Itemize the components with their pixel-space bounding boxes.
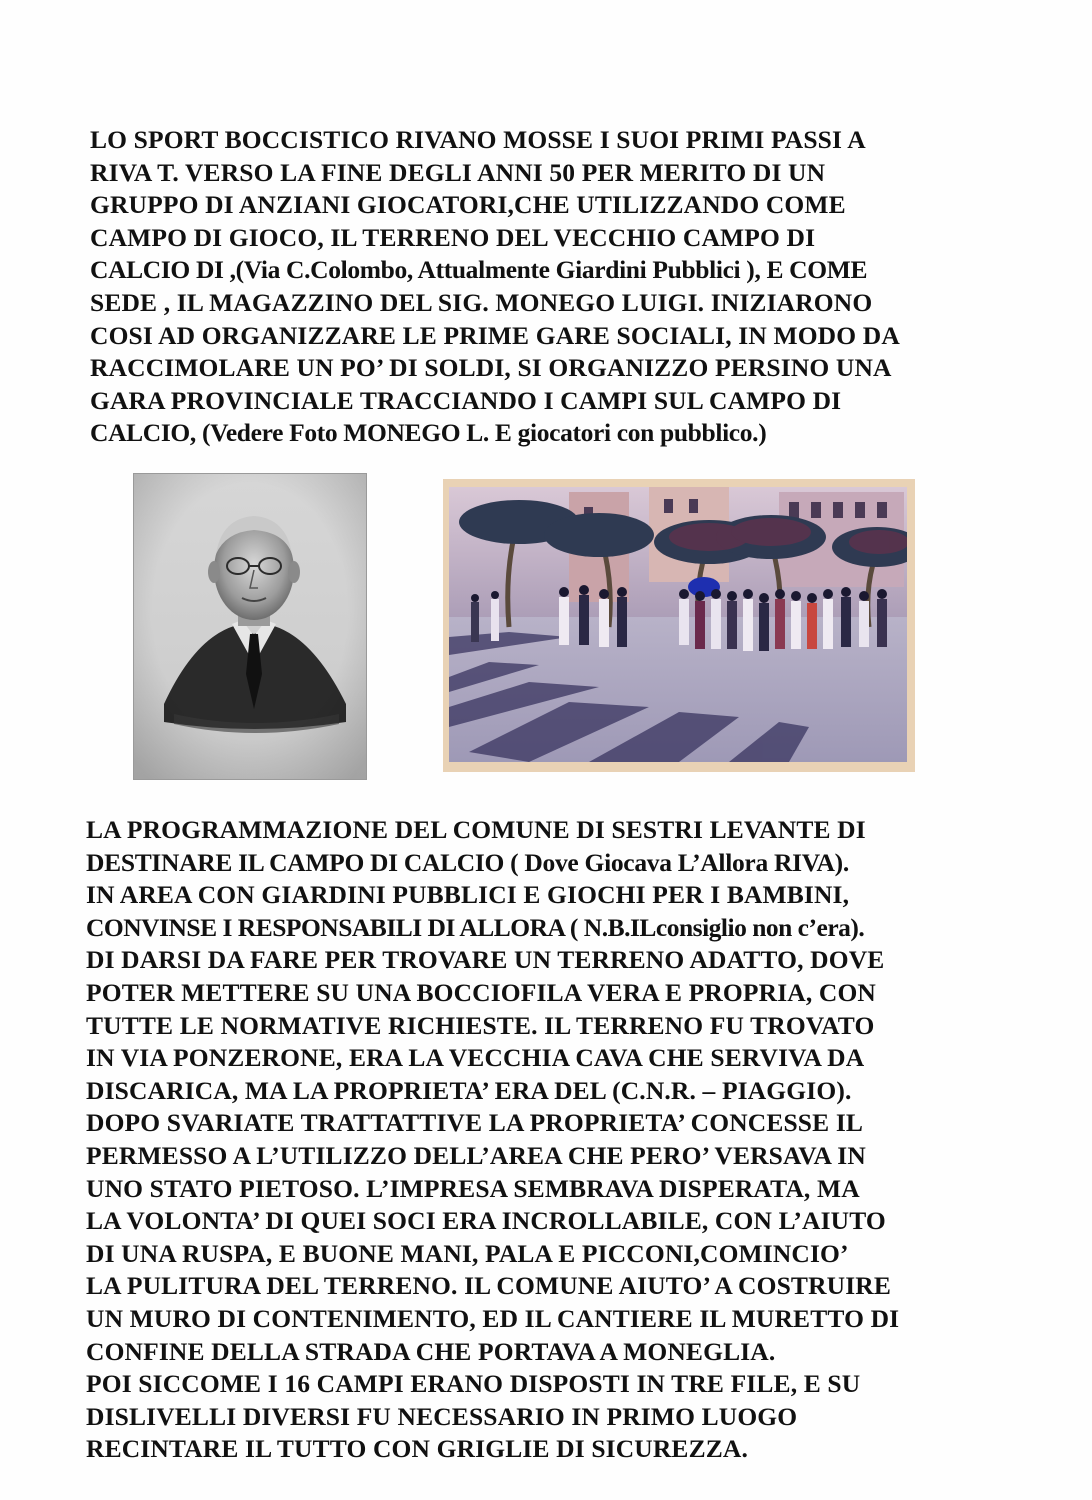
text-line: IN VIA PONZERONE, ERA LA VECCHIA CAVA CHE SERVIVA DA <box>86 1043 865 1073</box>
text-line: LA PROGRAMMAZIONE DEL COMUNE DI SESTRI LEVANTE DI <box>86 815 866 844</box>
text-line: CONFINE DELLA STRADA CHE PORTAVA A MONEGLIA. <box>86 1336 776 1366</box>
text-line: RIVA T. VERSO LA FINE DEGLI ANNI 50 PER MERITO DI UN <box>90 157 826 187</box>
text-line: CALCIO DI ,(Via C.Colombo, Attualmente Giardini Pubblici ), E COME <box>90 255 868 285</box>
text-line: GRUPPO DI ANZIANI GIOCATORI,CHE UTILIZZANDO COME <box>90 190 846 220</box>
portrait-photo <box>133 473 367 780</box>
text-line: TUTTE LE NORMATIVE RICHIESTE. IL TERRENO FU TROVATO <box>86 1010 875 1040</box>
text-line: DISCARICA, MA LA PROPRIETA’ ERA DEL (C.N.R. – PIAGGIO). <box>86 1075 852 1105</box>
text-line: LA PULITURA DEL TERRENO. IL COMUNE AIUTO’ A COSTRUIRE <box>86 1271 892 1301</box>
text-line: RECINTARE IL TUTTO CON GRIGLIE DI SICUREZZA. <box>86 1434 748 1464</box>
text-line: POTER METTERE SU UNA BOCCIOFILA VERA E PROPRIA, CON <box>86 977 876 1007</box>
text-line: RACCIMOLARE UN PO’ DI SOLDI, SI ORGANIZZO PERSINO UNA <box>90 353 892 383</box>
main-paragraph <box>86 814 899 1466</box>
text-line: PERMESSO A L’UTILIZZO DELL’AREA CHE PERO’ VERSAVA IN <box>86 1140 866 1170</box>
text-line: LO SPORT BOCCISTICO RIVANO MOSSE I SUOI PRIMI PASSI A <box>90 125 866 154</box>
text-line: UNO STATO PIETOSO. L’IMPRESA SEMBRAVA DISPERATA, MA <box>86 1173 860 1203</box>
text-line: POI SICCOME I 16 CAMPI ERANO DISPOSTI IN TRE FILE, E SU <box>86 1369 861 1399</box>
intro-paragraph <box>90 124 900 450</box>
text-line: IN AREA CON GIARDINI PUBBLICI E GIOCHI PER I BAMBINI, <box>86 880 850 910</box>
text-line: GARA PROVINCIALE TRACCIANDO I CAMPI SUL CAMPO DI <box>90 385 842 415</box>
players-crowd-photo <box>443 479 915 772</box>
text-line: DISLIVELLI DIVERSI FU NECESSARIO IN PRIMO LUOGO <box>86 1401 798 1431</box>
text-line: DI UNA RUSPA, E BUONE MANI, PALA E PICCONI,COMINCIO’ <box>86 1238 849 1268</box>
text-line: COSI AD ORGANIZZARE LE PRIME GARE SOCIALI, IN MODO DA <box>90 320 900 350</box>
text-line: DI DARSI DA FARE PER TROVARE UN TERRENO ADATTO, DOVE <box>86 945 885 975</box>
text-line: CAMPO DI GIOCO, IL TERRENO DEL VECCHIO CAMPO DI <box>90 222 816 252</box>
text-line: DOPO SVARIATE TRATTATTIVE LA PROPRIETA’ CONCESSE IL <box>86 1108 864 1138</box>
text-line: CONVINSE I RESPONSABILI DI ALLORA ( N.B.ILconsiglio non c’era). <box>86 912 865 942</box>
text-line: UN MURO DI CONTENIMENTO, ED IL CANTIERE IL MURETTO DI <box>86 1303 900 1333</box>
text-line: CALCIO, (Vedere Foto MONEGO L. E giocatori con pubblico.) <box>90 418 767 448</box>
text-line: DESTINARE IL CAMPO DI CALCIO ( Dove Giocava L’Allora RIVA). <box>86 847 849 877</box>
text-line: SEDE , IL MAGAZZINO DEL SIG. MONEGO LUIGI. INIZIARONO <box>90 287 873 317</box>
text-line: LA VOLONTA’ DI QUEI SOCI ERA INCROLLABILE, CON L’AIUTO <box>86 1206 886 1236</box>
